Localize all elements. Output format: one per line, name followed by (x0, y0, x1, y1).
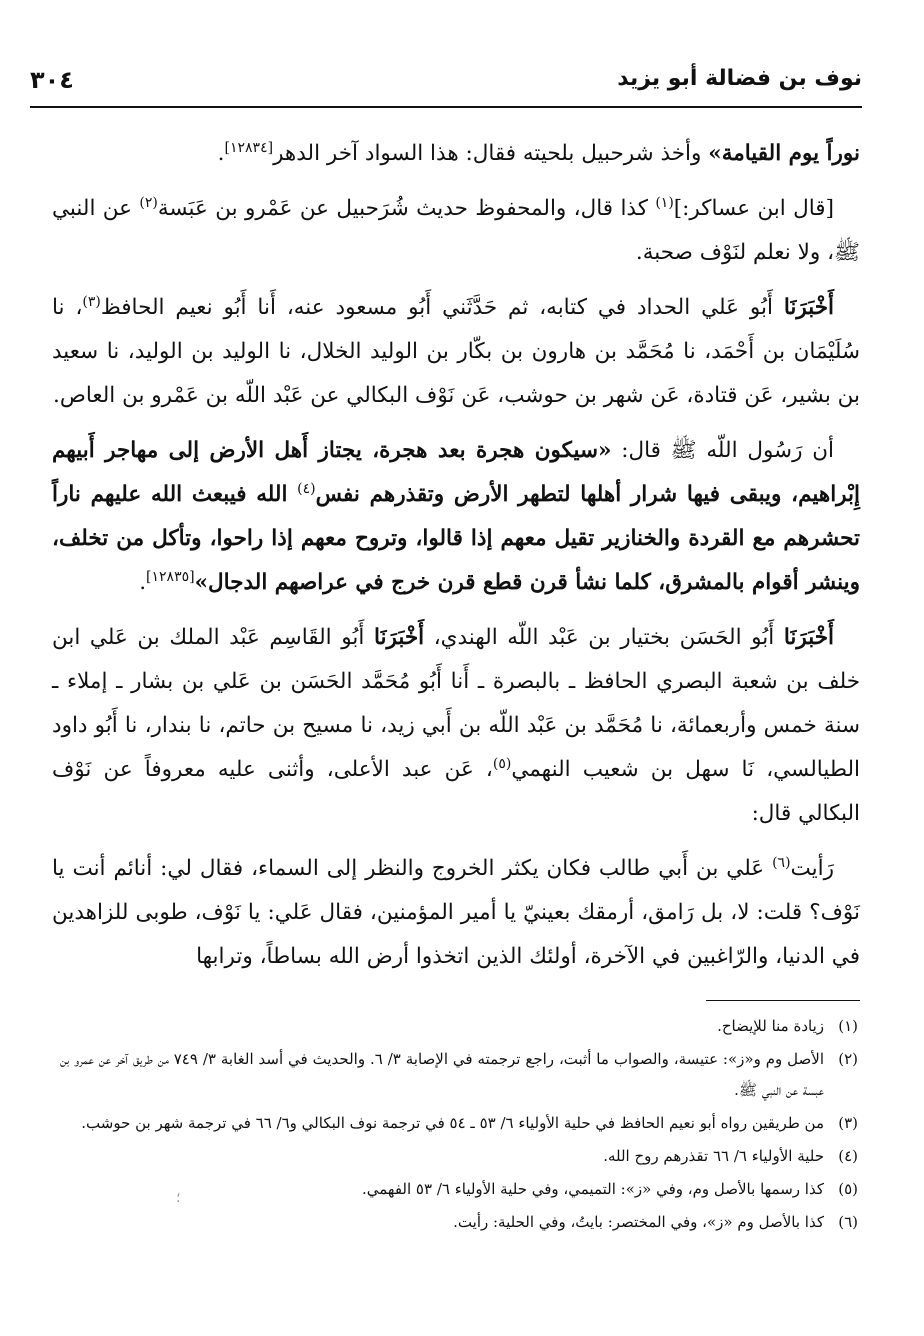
footnote-text: الأصل وم و«ز»: عتيسة، والصواب ما أثبت، راجع ترجمته في الإصابة ٣/ ٦. والحديث في أسد الغابة ٣/ ٧٤٩ من طريق آخر عن عمرو بن عبسة عن النبي ﷺ. (60, 1050, 824, 1099)
paragraph-text: كذا قال، والمحفوظ حديث شُرَحبيل عن عَمْرو بن عَبَسة (157, 196, 656, 221)
footnote (60, 1011, 858, 1042)
akhbarana-keyword: أَخْبَرَنَا (783, 625, 834, 650)
paragraph-text: ، نا سُلَيْمَان بن أَحْمَد، نا مُحَمَّد بن هارون بن بكّار بن الوليد الخلال، نا الوليد بن الوليد، نا سعيد بن بشير، عَن قتادة، عَن شهر بن حوشب، عَن نَوْف البكالي عن عَبْد اللّه بن عَمْرو بن العاص. (52, 295, 860, 408)
footnote-ref: (٣) (82, 293, 101, 310)
punctuation: . (217, 141, 225, 166)
page-header (30, 66, 862, 102)
footnote-ref: (٥) (492, 755, 512, 772)
paragraph-text: عَلي بن أَبي طالب فكان يكثر الخروج والنظر إلى السماء، فقال لي: أنائم أنت يا نَوْف؟ قلت: لا، بل رَامق، أرمقك بعينيّ يا أمير المؤمنين، فقال عَلي: يا نَوْف، طوبى للزاهدين في الدنيا، والرّاغبين في الآخرة، أولئك الذين اتخذوا أرض الله بساطاً، وترابها (52, 856, 860, 969)
paragraph-text: وأخذ شرحبيل بلحيته فقال: هذا السواد آخر الدهر (273, 141, 709, 166)
paragraph-3 (52, 286, 860, 418)
footnote-text: زيادة منا للإيضاح. (717, 1017, 824, 1035)
footnote-ref: (٢) (139, 194, 158, 211)
paragraph-6 (52, 847, 860, 979)
hadith-number: [١٢٨٣٤] (224, 139, 274, 156)
footnote-ref: (١) (655, 194, 674, 211)
footnote-number: (٥) (838, 1180, 858, 1198)
paragraph-text: رَأيت (790, 856, 834, 881)
hadith-text: «سيكون هجرة بعد هجرة، يجتاز أَهل الأرض إلى مهاجر أَبيهم إِبْراهيم، ويبقى فيها شرار أهلها لتطهر الأرض وتقذرهم نفس (52, 438, 860, 507)
paragraph-text: أَبُو عَلي الحداد في كتابه، ثم حَدَّثَني أَبُو مسعود عنه، أَنا أَبُو نعيم الحافظ (100, 295, 784, 320)
footnote-text: حلية الأولياء ٦/ ٦٦ تقذرهم روح الله. (603, 1147, 824, 1165)
paragraph-text: أَبُو الحَسَن بختيار بن عَبْد اللّه الهندي، (424, 625, 784, 650)
footnote-separator (706, 1000, 860, 1001)
footnote-number: (٦) (838, 1213, 858, 1231)
footnote-ref: (٦) (772, 854, 791, 871)
akhbarana-keyword: أَخْبَرَنَا (373, 625, 425, 650)
paragraph-text: عن النبي ﷺ، ولا نعلم لنَوْف صحبة. (52, 196, 860, 265)
paragraph-text: ، عَن عبد الأعلى، وأثنى عليه معروفاً عن نَوْف البكالي قال: (52, 757, 860, 826)
footnote (60, 1207, 858, 1238)
footnote-text: من طريقين رواه أبو نعيم الحافظ في حلية الأولياء ٦/ ٥٣ ـ ٥٤ في ترجمة نوف البكالي و٦/ ٦٦ في ترجمة شهر بن حوشب. (81, 1114, 824, 1132)
footnote (60, 1044, 858, 1106)
header-rule (30, 106, 862, 108)
footnote-number: (٢) (838, 1050, 858, 1068)
main-text (52, 132, 860, 990)
footnote-number: (١) (838, 1017, 858, 1035)
running-title: نوف بن فضالة أبو يزيد (617, 66, 862, 91)
paragraph-text: أَبُو القَاسِم عَبْد الملك بن عَلي ابن خلف بن شعبة البصري الحافظ ـ بالبصرة ـ أَنا أَبُو مُحَمَّد الحَسَن بن عَلي بن بشار ـ إملاء ـ سنة خمس وأربعمائة، نا مُحَمَّد بن عَبْد اللّه بن أَبي زيد، نا مسيح بن حاتم، نا بندار، نا أَبُو داود الطيالسي، نَا سهل بن شعيب النهمي (52, 625, 860, 782)
page-number: ٣٠٤ (30, 66, 74, 94)
paragraph-text: أن رَسُول اللّه ﷺ قال: (611, 438, 834, 463)
punctuation: . (139, 570, 147, 595)
hadith-number: [١٢٨٣٥] (146, 568, 195, 585)
stray-mark: ؛ (176, 1190, 181, 1206)
footnote (60, 1141, 858, 1172)
akhbarana-keyword: أَخْبَرَنَا (783, 295, 834, 320)
paragraph-4 (52, 429, 860, 605)
hadith-text: الله فيبعث الله عليهم ناراً تحشرهم مع القردة والخنازير تقيل معهم إذا قالوا، وتروح معهم إذا راحوا، وتأكل من تخلف، وينشر أقوام بالمشرق، كلما نشأ قرن قطع قرن خرج في عراصهم الدجال» (52, 482, 860, 595)
quote-end: نوراً يوم القيامة» (708, 141, 860, 166)
footnote-text: كذا بالأصل وم «ز»، وفي المختصر: بايتُ، وفي الحلية: رأيت. (453, 1213, 824, 1231)
paragraph-2 (52, 187, 860, 275)
paragraph-5 (52, 616, 860, 836)
footnote-number: (٤) (838, 1147, 858, 1165)
footnote-text: كذا رسمها بالأصل وم، وفي «ز»: التميمي، وفي حلية الأولياء ٦/ ٥٣ الفهمي. (361, 1180, 824, 1198)
footnote-number: (٣) (838, 1114, 858, 1132)
paragraph-1 (52, 132, 860, 176)
footnote-ref: (٤) (297, 480, 316, 497)
footnote (60, 1108, 858, 1139)
paragraph-text: [قال ابن عساكر:] (673, 196, 834, 221)
